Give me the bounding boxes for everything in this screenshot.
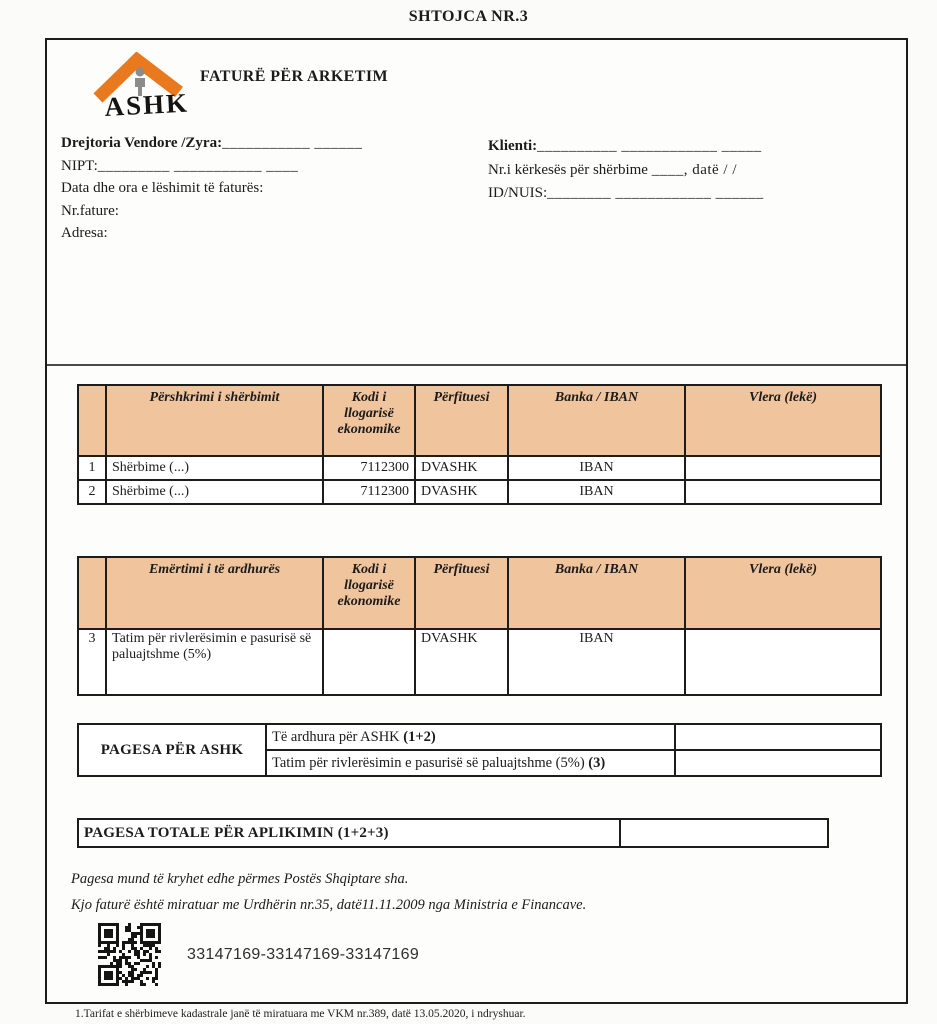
table-row [78, 819, 828, 847]
footnote: 1.Tarifat e shërbimeve kadastrale janë të miratuara me VKM nr.389, datë 13.05.2020, i ndryshuar. [75, 1008, 526, 1020]
table-row [78, 456, 881, 480]
field-nipt-line: _________ ___________ ____ [97, 157, 299, 174]
field-nipt-label: NIPT: [61, 157, 98, 174]
field-adresa [61, 222, 362, 245]
row1-beneficiary: DVASHK [415, 456, 508, 480]
table-row [78, 480, 881, 504]
field-kerkesa-line: ____, datë / / [651, 161, 738, 178]
revenue-header-beneficiary: Përfituesi [415, 557, 508, 629]
table-row [78, 629, 881, 695]
qr-code-icon [96, 921, 163, 988]
row2-bank: IBAN [508, 480, 685, 504]
row3-code [323, 629, 415, 695]
field-nipt [61, 155, 362, 178]
services-header-bank: Banka / IBAN [508, 385, 685, 456]
table-row [78, 724, 881, 750]
field-drejtoria-label: Drejtoria Vendore /Zyra: [61, 135, 223, 151]
row2-value [685, 480, 881, 504]
field-nr-fature [61, 200, 362, 223]
revenue-header-description: Emërtimi i të ardhurës [106, 557, 323, 629]
payment-row2-text [266, 750, 675, 776]
revenue-header-value: Vlera (lekë) [685, 557, 881, 629]
field-data-ora [61, 177, 362, 200]
field-klienti [488, 135, 764, 159]
field-id-nuis [488, 182, 764, 206]
row3-beneficiary: DVASHK [415, 629, 508, 695]
field-data-ora-label: Data dhe ora e lëshimit të faturës: [61, 180, 264, 197]
row1-bank: IBAN [508, 456, 685, 480]
client-fields [488, 135, 764, 206]
qr-block [96, 921, 419, 988]
payment-row1-value [675, 724, 881, 750]
field-kerkesa [488, 159, 764, 183]
total-table [77, 818, 829, 848]
field-drejtoria [61, 132, 362, 155]
payment-summary-table [77, 723, 882, 777]
invoice-form [45, 38, 908, 1004]
field-id-nuis-line: ________ ____________ ______ [547, 185, 764, 201]
services-table [77, 384, 882, 505]
services-header-description: Përshkrimi i shërbimit [106, 385, 323, 456]
total-label: PAGESA TOTALE PËR APLIKIMIN (1+2+3) [78, 819, 620, 847]
row3-value [685, 629, 881, 695]
payment-row1-text [266, 724, 675, 750]
row3-bank: IBAN [508, 629, 685, 695]
field-kerkesa-label: Nr.i kërkesës për shërbime [488, 161, 648, 178]
payment-row2-text-suffix: (3) [588, 754, 606, 771]
note-line-2: Kjo faturë është miratuar me Urdhërin nr.35, datë11.11.2009 nga Ministria e Financave. [71, 897, 587, 913]
invoice-header [47, 40, 906, 366]
services-header-beneficiary: Përfituesi [415, 385, 508, 456]
revenue-table [77, 556, 882, 696]
ashk-logo [91, 52, 193, 122]
payment-row2-value [675, 750, 881, 776]
row1-num: 1 [78, 456, 106, 480]
row1-code: 7112300 [323, 456, 415, 480]
revenue-header-row [78, 557, 881, 629]
revenue-header-num [78, 557, 106, 629]
form-title: FATURË PËR ARKETIM [200, 68, 388, 85]
logo-text: ASHK [103, 87, 190, 122]
page-title: SHTOJCA NR.3 [408, 8, 529, 25]
revenue-header-bank: Banka / IBAN [508, 557, 685, 629]
services-header-row [78, 385, 881, 456]
services-header-code: Kodi i llogarisë ekonomike [323, 385, 415, 456]
payment-summary-label: PAGESA PËR ASHK [78, 724, 266, 776]
revenue-header-code: Kodi i llogarisë ekonomike [323, 557, 415, 629]
field-nr-fature-label: Nr.fature: [61, 202, 119, 219]
field-klienti-label: Klienti: [488, 138, 538, 154]
field-adresa-label: Adresa: [61, 225, 108, 242]
payment-row1-text-main: Të ardhura për ASHK [272, 728, 404, 745]
issuer-fields [61, 132, 362, 245]
payment-row1-text-suffix: (1+2) [403, 728, 436, 745]
row1-description: Shërbime (...) [106, 456, 323, 480]
row2-num: 2 [78, 480, 106, 504]
row2-description: Shërbime (...) [106, 480, 323, 504]
row2-beneficiary: DVASHK [415, 480, 508, 504]
payment-row2-text-main: Tatim për rivlerësimin e pasurisë së paluajtshme (5%) [272, 754, 589, 771]
row3-num: 3 [78, 629, 106, 695]
field-id-nuis-label: ID/NUIS: [488, 185, 548, 201]
services-header-num [78, 385, 106, 456]
row2-code: 7112300 [323, 480, 415, 504]
row3-description: Tatim për rivlerësimin e pasurisë së paluajtshme (5%) [106, 629, 323, 695]
total-value [620, 819, 828, 847]
services-header-value: Vlera (lekë) [685, 385, 881, 456]
payment-notes [71, 866, 586, 918]
qr-code-text: 33147169-33147169-33147169 [187, 945, 420, 963]
field-drejtoria-line: ___________ ______ [222, 135, 363, 151]
field-klienti-line: __________ ____________ _____ [537, 138, 762, 154]
note-line-1: Pagesa mund të kryhet edhe përmes Postës Shqiptare sha. [71, 871, 409, 887]
row1-value [685, 456, 881, 480]
